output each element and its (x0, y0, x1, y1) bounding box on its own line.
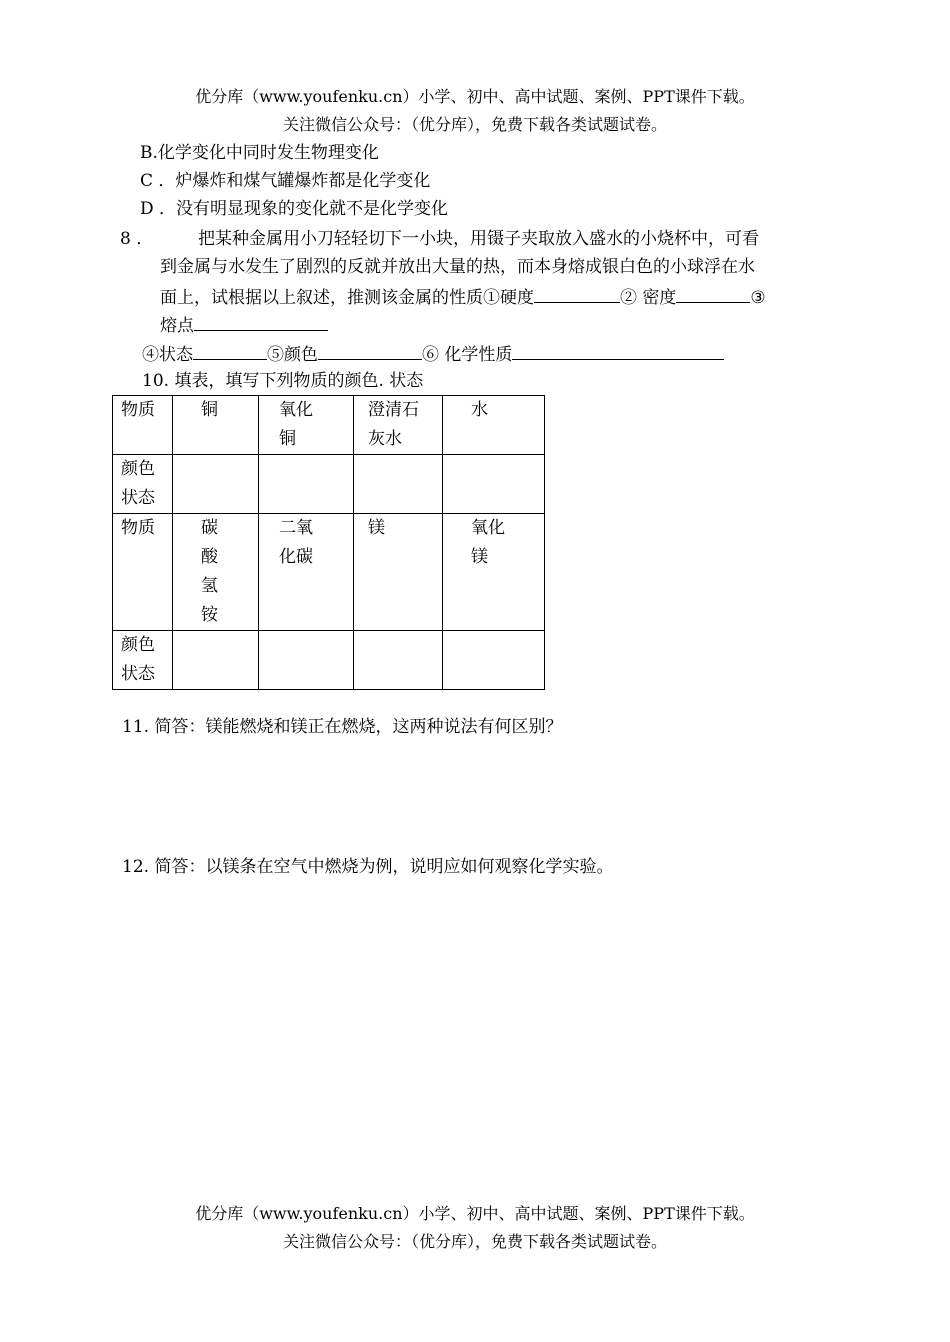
color-blank[interactable] (318, 342, 422, 360)
table-cell: 颜色 状态 (113, 631, 173, 690)
footer-line-2: 关注微信公众号：（优分库），免费下载各类试题试卷。 (282, 1232, 667, 1251)
q10-title: 10. 填表，填写下列物质的颜色. 状态 (142, 371, 424, 391)
table-cell: 二氧 化碳 (259, 514, 354, 631)
option-b: B.化学变化中同时发生物理变化 (140, 143, 379, 163)
table-cell: 颜色 状态 (113, 455, 173, 514)
q11: 11. 简答：镁能燃烧和镁正在燃烧，这两种说法有何区别？ (122, 717, 563, 737)
chemical-property-blank[interactable] (512, 342, 724, 360)
table-row (113, 455, 545, 514)
table-cell: 镁 (354, 514, 443, 631)
option-c: C ．炉爆炸和煤气罐爆炸都是化学变化 (140, 171, 431, 191)
density-label: ② 密度 (620, 288, 677, 308)
table-input-cell[interactable] (443, 631, 545, 690)
table-row (113, 396, 545, 455)
table-input-cell[interactable] (354, 631, 443, 690)
header-line-2: 关注微信公众号：（优分库），免费下载各类试题试卷。 (282, 115, 667, 134)
q8-line-2: 到金属与水发生了剧烈的反就并放出大量的热，而本身熔成银白色的小球浮在水 (160, 257, 755, 277)
melting-point-blank[interactable] (194, 313, 328, 331)
melting-mark: ③ (750, 288, 766, 308)
q8-line-3 (160, 285, 766, 309)
chemical-property-label: ⑥ 化学性质 (422, 345, 513, 365)
q8-number: 8 ． (120, 229, 154, 249)
density-blank[interactable] (676, 285, 750, 303)
table-cell: 物质 (113, 514, 173, 631)
table-input-cell[interactable] (173, 455, 259, 514)
table-input-cell[interactable] (259, 631, 354, 690)
hardness-blank[interactable] (534, 285, 620, 303)
color-label: ⑤颜色 (267, 345, 318, 365)
table-row (113, 514, 545, 631)
table-cell: 氧化 镁 (443, 514, 545, 631)
q8-line-1: 把某种金属用小刀轻轻切下一小块，用镊子夹取放入盛水的小烧杯中，可看 (198, 229, 759, 249)
header-line-1: 优分库（www.youfenku.cn）小学、初中、高中试题、案例、PPT课件下载。 (195, 87, 755, 106)
table-cell: 物质 (113, 396, 173, 455)
q8-line-5 (142, 342, 724, 366)
table-input-cell[interactable] (443, 455, 545, 514)
option-d: D ．没有明显现象的变化就不是化学变化 (140, 199, 449, 219)
table-input-cell[interactable] (354, 455, 443, 514)
state-blank[interactable] (193, 342, 267, 360)
footer-line-1: 优分库（www.youfenku.cn）小学、初中、高中试题、案例、PPT课件下载。 (195, 1204, 755, 1223)
table-cell: 氧化 铜 (259, 396, 354, 455)
q8-line-3-text: 面上，试根据以上叙述，推测该金属的性质①硬度 (160, 288, 534, 308)
table-row (113, 631, 545, 690)
state-label: ④状态 (142, 345, 193, 365)
table-cell: 澄清石 灰水 (354, 396, 443, 455)
table-cell: 水 (443, 396, 545, 455)
table-cell: 铜 (173, 396, 259, 455)
q8-line-4 (160, 313, 328, 337)
table-input-cell[interactable] (259, 455, 354, 514)
table-cell: 碳 酸 氢 铵 (173, 514, 259, 631)
table-input-cell[interactable] (173, 631, 259, 690)
substance-table (112, 395, 545, 690)
q12: 12. 简答：以镁条在空气中燃烧为例，说明应如何观察化学实验。 (122, 857, 614, 877)
melting-point-label: 熔点 (160, 316, 194, 336)
